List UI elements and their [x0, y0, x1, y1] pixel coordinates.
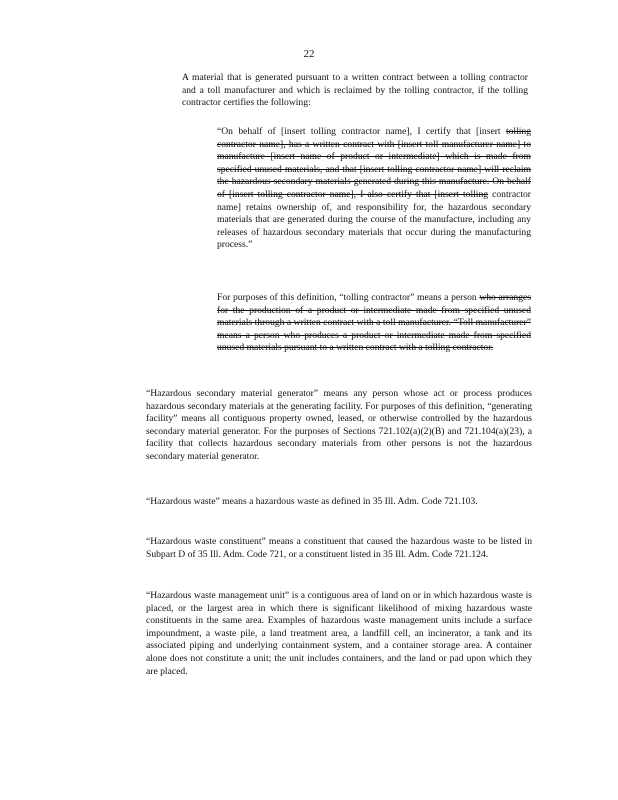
certification-struck-text: tolling contractor name], has a written contract with [insert toll manufacturer name] to manufacture [insert name of product or intermediate] which is made from specified unused materials, and that [insert tolling contractor name] will reclaim the hazardous secondary materials generated during this manufacture. On behalf of [insert tolling contractor name], I also certify that [insert tolling	[217, 126, 531, 200]
tolling-contractor-definition	[217, 292, 531, 355]
hazardous-waste-management-unit-definition: “Hazardous waste management unit” is a contiguous area of land on or in which hazardous waste is placed, or the largest area in which there is significant likelihood of mixing hazardous waste constituents in the same area. Examples of hazardous waste management units include a surface impoundment, a waste pile, a land treatment area, a landfill cell, an incinerator, a tank and its associated piping and underlying containment system, and a container storage area. A container alone does not constitute a unit; the unit includes containers, and the land or pad upon which they are placed.	[146, 590, 532, 677]
tolling-definition-text: For purposes of this definition, “tolling contractor” means a person	[217, 292, 477, 303]
tolling-material-paragraph: A material that is generated pursuant to a written contract between a tolling contractor and a toll manufacturer and which is reclaimed by the tolling contractor, if the tolling contractor certifies the following:	[182, 72, 528, 109]
certification-paragraph	[217, 126, 531, 252]
tolling-definition-struck-text: who arranges for the production of a product or intermediate made from specified unused materials through a written contract with a toll manufacturer. “Toll manufacturer” means a person who produces a product or intermediate made from specified unused materials pursuant to a written contract with a tolling contractor.	[217, 292, 531, 354]
page-number: 22	[303, 48, 315, 60]
certification-text-end: contractor name] retains ownership of, and responsibility for, the hazardous secondary materials that are generated during the course of the manufacture, including any releases of hazardous secondary materials that occur during the manufacturing process.”	[217, 188, 531, 251]
certification-text-start: “On behalf of [insert tolling contractor name], I certify that [insert	[217, 126, 501, 137]
hazardous-waste-definition: “Hazardous waste” means a hazardous waste as defined in 35 Ill. Adm. Code 721.103.	[146, 496, 478, 507]
hazardous-waste-constituent-definition: “Hazardous waste constituent” means a constituent that caused the hazardous waste to be listed in Subpart D of 35 Ill. Adm. Code 721, or a constituent listed in 35 Ill. Adm. Code 721.124.	[146, 536, 532, 560]
hazardous-secondary-material-generator-definition: “Hazardous secondary material generator” means any person whose act or process produces hazardous secondary materials at the generating facility. For purposes of this definition, “generating facility” means all contiguous property owned, leased, or otherwise controlled by the hazardous secondary material generator. For the purposes of Sections 721.102(a)(2)(B) and 721.104(a)(23), a facility that collects hazardous secondary materials from other persons is not the hazardous secondary material generator.	[146, 388, 532, 462]
